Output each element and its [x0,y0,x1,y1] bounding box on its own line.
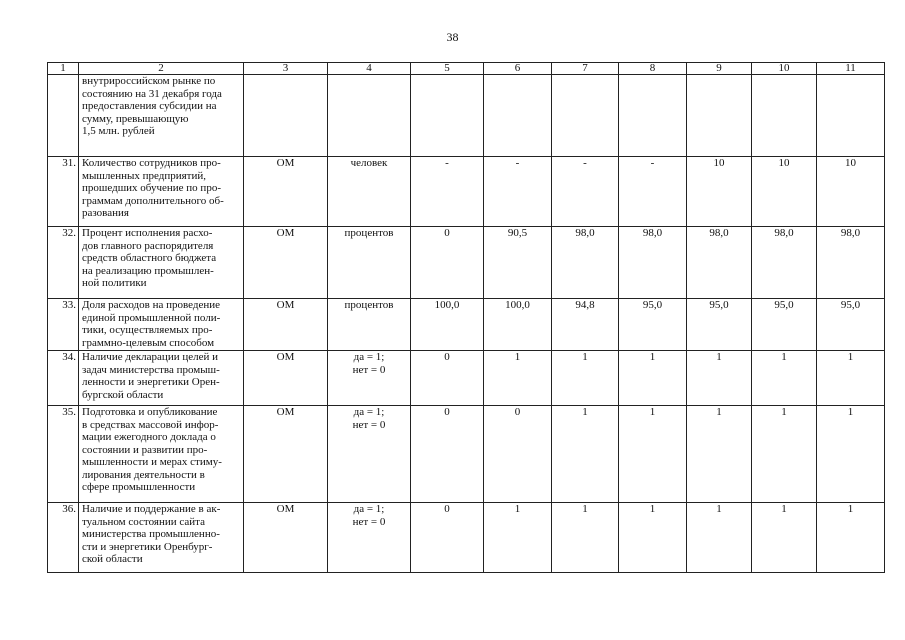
row-number: 33. [48,299,79,351]
row-number: 32. [48,227,79,299]
unit-of-measure [328,406,411,503]
indicator-name-line: Подготовка и опубликование [82,406,218,418]
table-row [48,157,885,227]
table-row [48,503,885,573]
indicator-type: ОМ [244,157,328,227]
unit-line: человек [350,157,388,169]
indicator-name-line: туальном состоянии сайта [82,515,205,528]
value-cell: 98,0 [552,227,619,299]
value-cell [817,75,885,157]
table-row [48,75,885,157]
value-cell: - [484,157,552,227]
indicator-name-line: дов главного распорядителя [82,239,214,252]
column-header: 7 [552,63,619,75]
value-cell: 1 [552,503,619,573]
value-cell: 95,0 [752,299,817,351]
unit-of-measure [328,157,411,227]
value-cell: 90,5 [484,227,552,299]
column-header: 2 [79,63,244,75]
indicator-name-line: прошедших обучение по про- [82,182,221,194]
indicator-name-line: Доля расходов на проведение [82,299,220,311]
value-cell: 0 [411,227,484,299]
value-cell: 1 [484,351,552,406]
indicator-name-line: лирования деятельности в [82,468,205,481]
indicator-name [79,157,244,227]
value-cell: - [411,157,484,227]
indicator-name-line: граммам дополнительного об- [82,194,224,207]
indicator-name-line: сфере промышленности [82,481,196,493]
value-cell: 98,0 [687,227,752,299]
indicator-name-line: ской области [82,553,143,565]
value-cell [484,75,552,157]
row-number: 35. [48,406,79,503]
indicator-name-line: задач министерства промыш- [82,363,220,376]
value-cell: - [552,157,619,227]
row-number [48,75,79,157]
column-header: 1 [48,63,79,75]
unit-line: процентов [344,299,394,311]
unit-line: нет = 0 [352,363,386,376]
indicator-name-line: тики, осуществляемых про- [82,324,213,336]
value-cell: 94,8 [552,299,619,351]
value-cell: 1 [752,503,817,573]
table-row [48,227,885,299]
indicator-name-line: состоянию на 31 декабря года [82,87,222,100]
value-cell: 1 [817,406,885,503]
indicator-name [79,503,244,573]
indicator-name-line: сумму, превышающую [82,112,189,125]
unit-of-measure [328,503,411,573]
value-cell [687,75,752,157]
value-cell: 1 [484,503,552,573]
value-cell: 1 [687,406,752,503]
header-row [48,63,885,75]
page-number: 38 [446,30,459,44]
value-cell: 1 [817,351,885,406]
value-cell: 100,0 [484,299,552,351]
indicator-name-line: 1,5 млн. рублей [82,125,155,137]
row-number: 31. [48,157,79,227]
indicator-type: ОМ [244,406,328,503]
value-cell: 1 [552,351,619,406]
column-header: 9 [687,63,752,75]
value-cell: 1 [752,406,817,503]
indicator-name-line: предоставления субсидии на [82,100,217,112]
unit-line: да = 1; [353,503,385,515]
value-cell: 0 [411,503,484,573]
column-header: 5 [411,63,484,75]
indicator-name-line: ленности и энергетики Орен- [82,376,220,388]
value-cell [619,75,687,157]
unit-of-measure [328,75,411,157]
indicator-type: ОМ [244,227,328,299]
value-cell: 0 [484,406,552,503]
table-row [48,299,885,351]
column-header: 4 [328,63,411,75]
unit-line: да = 1; [353,406,385,418]
value-cell: 1 [687,351,752,406]
value-cell: 1 [619,351,687,406]
column-header: 11 [817,63,885,75]
indicator-name-line: сти и энергетики Оренбург- [82,540,213,553]
indicator-name-line: Наличие и поддержание в ак- [82,503,221,515]
indicator-type [244,75,328,157]
value-cell: 0 [411,351,484,406]
indicator-name-line: единой промышленной поли- [82,311,221,324]
value-cell: 95,0 [619,299,687,351]
value-cell: 98,0 [817,227,885,299]
indicator-name-line: на реализацию промышлен- [82,264,214,277]
value-cell: 100,0 [411,299,484,351]
unit-of-measure [328,299,411,351]
value-cell: 1 [817,503,885,573]
column-header: 8 [619,63,687,75]
table-row [48,351,885,406]
indicator-name-line: в средствах массовой инфор- [82,418,219,431]
unit-line: нет = 0 [352,515,386,528]
indicator-name [79,75,244,157]
indicator-type: ОМ [244,503,328,573]
value-cell: 95,0 [817,299,885,351]
column-header: 3 [244,63,328,75]
indicator-name-line: мации ежегодного доклада о [82,431,216,443]
column-header: 10 [752,63,817,75]
value-cell: 10 [687,157,752,227]
value-cell: 1 [687,503,752,573]
indicator-name-line: мышленности и мерах стиму- [82,456,222,468]
indicator-name-line: граммно-целевым способом [82,336,215,349]
value-cell [552,75,619,157]
indicator-name [79,351,244,406]
value-cell: - [619,157,687,227]
indicator-name-line: мышленных предприятий, [82,169,206,182]
value-cell: 10 [817,157,885,227]
value-cell: 10 [752,157,817,227]
indicators-table [47,62,885,573]
indicator-name-line: Количество сотрудников про- [82,157,221,169]
table-row [48,406,885,503]
indicator-type: ОМ [244,351,328,406]
indicator-name-line: внутрироссийском рынке по [82,75,216,87]
value-cell [752,75,817,157]
indicator-name-line: министерства промышленно- [82,528,220,540]
indicator-name-line: разования [82,207,129,219]
unit-line: процентов [344,227,394,239]
unit-of-measure [328,227,411,299]
unit-of-measure [328,351,411,406]
value-cell: 1 [552,406,619,503]
value-cell: 1 [752,351,817,406]
value-cell: 98,0 [619,227,687,299]
row-number: 36. [48,503,79,573]
indicator-name-line: средств областного бюджета [82,252,217,264]
indicator-name [79,406,244,503]
indicator-name-line: состоянии и развитии про- [82,443,208,456]
indicator-name-line: Процент исполнения расхо- [82,227,213,239]
value-cell: 98,0 [752,227,817,299]
indicator-name-line: Наличие декларации целей и [82,351,219,363]
indicator-name-line: бургской области [82,388,164,401]
indicator-name [79,299,244,351]
unit-line: да = 1; [353,351,385,363]
indicator-type: ОМ [244,299,328,351]
value-cell: 0 [411,406,484,503]
indicator-name [79,227,244,299]
value-cell: 1 [619,503,687,573]
row-number: 34. [48,351,79,406]
indicator-name-line: ной политики [82,277,147,289]
value-cell: 95,0 [687,299,752,351]
value-cell: 1 [619,406,687,503]
unit-line: нет = 0 [352,418,386,431]
value-cell [411,75,484,157]
column-header: 6 [484,63,552,75]
